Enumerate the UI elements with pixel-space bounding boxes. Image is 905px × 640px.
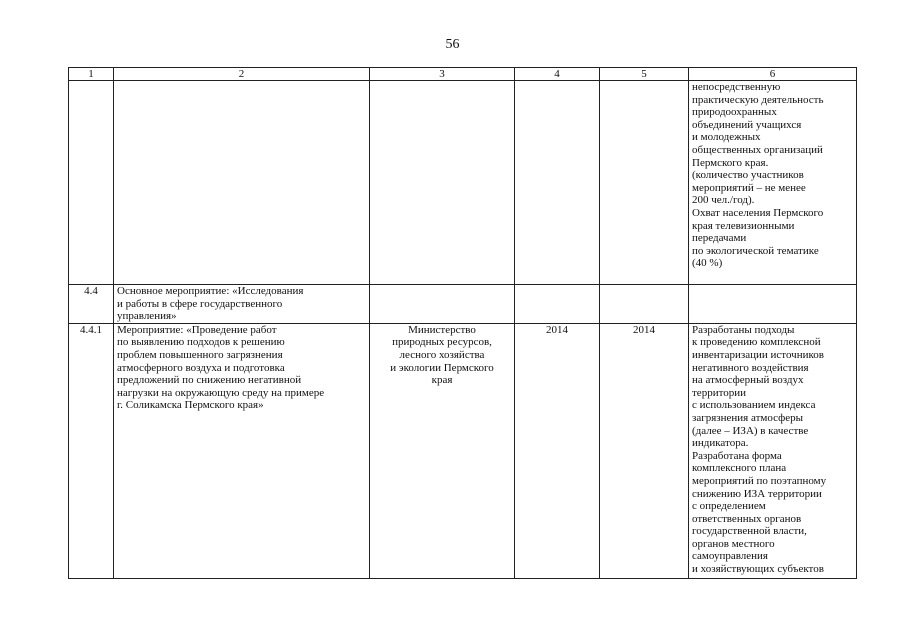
cell-line: самоуправления	[692, 550, 768, 563]
table-row	[69, 285, 857, 324]
executor-cell	[370, 81, 515, 285]
executor-cell	[370, 323, 515, 578]
cell-line: 200 чел./год).	[692, 194, 755, 207]
cell-line: объединений учащихся	[692, 118, 802, 131]
event-cell	[114, 81, 370, 285]
table-row	[69, 323, 857, 578]
result-cell	[689, 285, 857, 324]
row-number-cell	[69, 81, 114, 285]
cell-line: и экологии Пермского	[390, 361, 494, 374]
cell-line: природоохранных	[692, 106, 777, 119]
cell-line: Мероприятие: «Проведение работ	[117, 323, 277, 336]
header-cell: 1	[69, 68, 114, 81]
end-year-cell	[600, 81, 689, 285]
event-cell	[114, 323, 370, 578]
cell-line: снижению ИЗА территории	[692, 487, 822, 500]
cell-line: проблем повышенного загрязнения	[117, 348, 283, 361]
end-year-cell	[600, 285, 689, 324]
header-cell: 5	[600, 68, 689, 81]
cell-line: государственной власти,	[692, 525, 807, 538]
cell-line: (далее – ИЗА) в качестве	[692, 424, 809, 437]
header-cell: 6	[689, 68, 857, 81]
result-cell	[689, 81, 857, 285]
event-cell	[114, 285, 370, 324]
cell-line: нагрузки на окружающую среду на примере	[117, 386, 325, 399]
cell-line: непосредственную	[692, 81, 781, 93]
cell-line: Разработана форма	[692, 449, 782, 462]
start-year-cell	[515, 285, 600, 324]
cell-line: края	[431, 374, 453, 387]
result-cell	[689, 323, 857, 578]
cell-line: органов местного	[692, 537, 775, 550]
cell-line: и молодежных	[692, 131, 761, 144]
cell-line: Пермского края.	[692, 156, 769, 169]
document-table	[68, 67, 857, 579]
cell-line: мероприятий – не менее	[692, 181, 806, 194]
cell-line: с определением	[692, 500, 766, 513]
cell-line: Охват населения Пермского	[692, 206, 824, 219]
cell-line: и работы в сфере государственного	[117, 297, 283, 310]
cell-line: природных ресурсов,	[392, 336, 492, 349]
cell-line: инвентаризации источников	[692, 348, 824, 361]
cell-line: негативного воздействия	[692, 361, 809, 374]
header-cell: 3	[370, 68, 515, 81]
page-number: 56	[445, 37, 460, 52]
cell-line: территории	[692, 386, 747, 399]
cell-line: к проведению комплексной	[692, 336, 821, 349]
cell-line: лесного хозяйства	[399, 348, 485, 361]
cell-line: Министерство	[408, 323, 476, 336]
cell-line: мероприятий по поэтапному	[692, 474, 827, 487]
end-year-cell: 2014	[600, 323, 689, 578]
table-row	[69, 81, 857, 285]
cell-line: и хозяйствующих субъектов	[692, 563, 824, 576]
cell-line: индикатора.	[692, 437, 749, 450]
start-year-cell: 2014	[515, 323, 600, 578]
cell-line: на атмосферный воздух	[692, 374, 804, 387]
cell-line: с использованием индекса	[692, 399, 816, 412]
header-cell: 2	[114, 68, 370, 81]
row-number-cell: 4.4.1	[69, 323, 114, 578]
cell-line: ответственных органов	[692, 512, 802, 525]
cell-line: практическую деятельность	[692, 93, 824, 106]
cell-line: (40 %)	[692, 257, 723, 270]
cell-line: г. Соликамска Пермского края»	[117, 399, 264, 412]
header-cell: 4	[515, 68, 600, 81]
cell-line: края телевизионными	[692, 219, 795, 232]
cell-line: управления»	[117, 310, 177, 323]
cell-line: по экологической тематике	[692, 244, 819, 257]
cell-line: комплексного плана	[692, 462, 787, 475]
cell-line: атмосферного воздуха и подготовка	[117, 361, 285, 374]
cell-line: предложений по снижению негативной	[117, 374, 302, 387]
cell-line: общественных организаций	[692, 143, 823, 156]
cell-line: передачами	[692, 232, 747, 245]
cell-line: загрязнения атмосферы	[692, 411, 804, 424]
row-number-cell: 4.4	[69, 285, 114, 324]
cell-line: Основное мероприятие: «Исследования	[117, 285, 304, 297]
executor-cell	[370, 285, 515, 324]
table-header-row	[69, 68, 857, 81]
cell-line: Разработаны подходы	[692, 323, 795, 336]
cell-line: по выявлению подходов к решению	[117, 336, 285, 349]
cell-line: (количество участников	[692, 169, 804, 182]
start-year-cell	[515, 81, 600, 285]
